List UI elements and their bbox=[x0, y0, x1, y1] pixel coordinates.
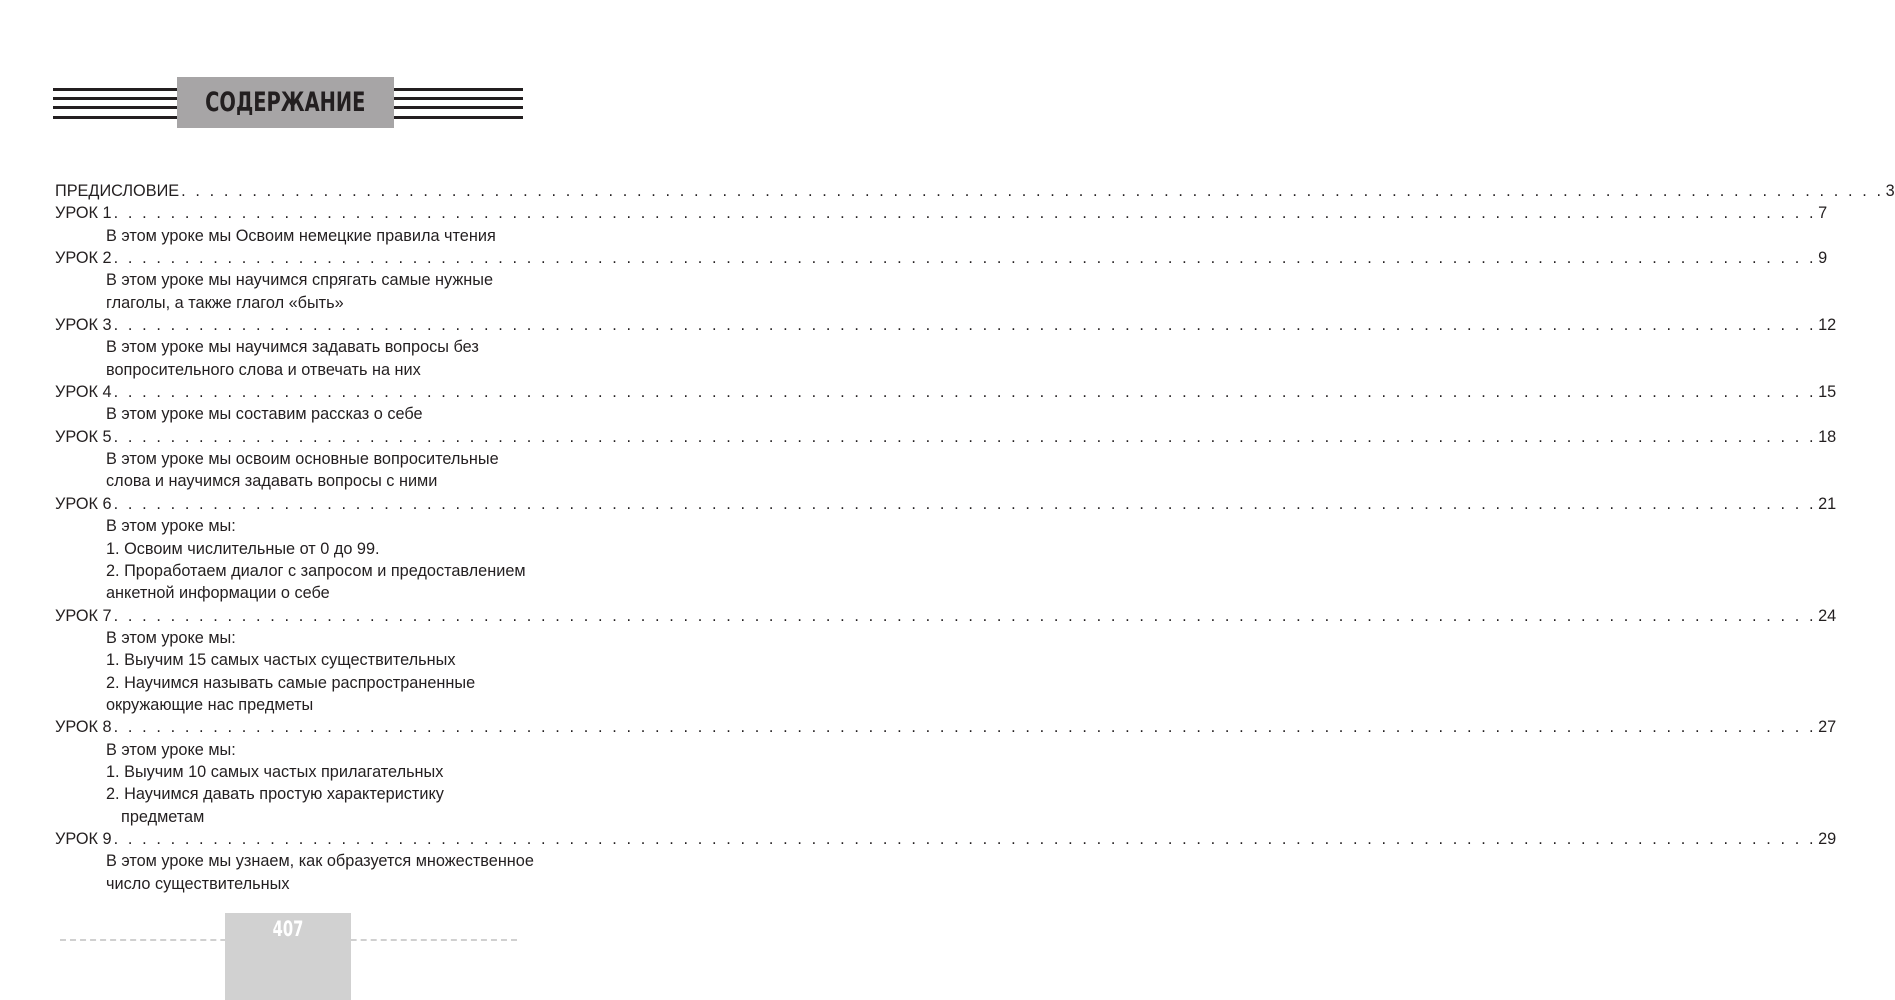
toc-entry-description: В этом уроке мы: bbox=[106, 740, 236, 759]
toc-entry-page: 21 bbox=[1818, 494, 1837, 513]
page-number-box bbox=[225, 913, 351, 1000]
toc-entry-description: вопросительного слова и отвечать на них bbox=[106, 360, 421, 379]
toc-entry-description: 2. Научимся давать простую характеристику bbox=[106, 785, 444, 804]
toc-entry[interactable] bbox=[55, 605, 1837, 627]
toc-entry-title: ПРЕДИСЛОВИЕ bbox=[55, 182, 180, 200]
toc-entry-title: УРОК 7 bbox=[55, 606, 112, 625]
toc-entry-page: 7 bbox=[1818, 204, 1828, 223]
toc-entry-description: В этом уроке мы научимся спрягать самые нужные bbox=[106, 271, 494, 290]
page-title: СОДЕРЖАНИЕ bbox=[205, 87, 366, 118]
toc-entry-title: УРОК 5 bbox=[55, 427, 112, 446]
toc-entry-description: В этом уроке мы узнаем, как образуется множественное bbox=[106, 852, 534, 871]
toc-entry-title: УРОК 3 bbox=[55, 316, 112, 335]
toc-entry-description: окружающие нас предметы bbox=[106, 695, 314, 714]
toc-entry-page: 9 bbox=[1818, 249, 1828, 268]
toc-entry-title: УРОК 2 bbox=[55, 249, 112, 268]
toc-entry[interactable] bbox=[55, 247, 1828, 269]
toc-entry-description: предметам bbox=[121, 807, 205, 826]
toc-entry-page: 27 bbox=[1818, 718, 1837, 737]
dot-leader: . . . . . . . . . . . . . . . . . . . . . . . . . . . . . . . . . . . . . . . . . . . . . . . . . . . . . . . . . . . . . . . . . . . . . . . . . . . . . . . . . . . . . . . . . . . . . . . . . . . . . . . . . . . . . . . . . . . . . . . . bbox=[113, 494, 1817, 513]
page-number: 407 bbox=[272, 917, 304, 941]
toc-entry-description: В этом уроке мы: bbox=[106, 517, 236, 536]
toc-entry-page: 12 bbox=[1818, 316, 1837, 335]
toc-entry-description: число существительных bbox=[106, 874, 290, 893]
toc-entry-page: 29 bbox=[1818, 829, 1837, 848]
dot-leader: . . . . . . . . . . . . . . . . . . . . . . . . . . . . . . . . . . . . . . . . . . . . . . . . . . . . . . . . . . . . . . . . . . . . . . . . . . . . . . . . . . . . . . . . . . . . . . . . . . . . . . . . . . . . . . . . . . . . . . . . bbox=[113, 383, 1817, 402]
toc-entry-title: УРОК 6 bbox=[55, 494, 112, 513]
toc-entry[interactable] bbox=[55, 716, 1837, 738]
toc-entry-description: 1. Выучим 10 самых частых прилагательных bbox=[106, 762, 444, 781]
toc-entry-page: 24 bbox=[1818, 606, 1837, 625]
toc-entry-title: УРОК 4 bbox=[55, 383, 112, 402]
dot-leader: . . . . . . . . . . . . . . . . . . . . . . . . . . . . . . . . . . . . . . . . . . . . . . . . . . . . . . . . . . . . . . . . . . . . . . . . . . . . . . . . . . . . . . . . . . . . . . . . . . . . . . . . . . . . . . . . . . . . . . . . bbox=[113, 606, 1817, 625]
toc-entry-description: В этом уроке мы научимся задавать вопросы без bbox=[106, 338, 479, 357]
dot-leader: . . . . . . . . . . . . . . . . . . . . . . . . . . . . . . . . . . . . . . . . . . . . . . . . . . . . . . . . . . . . . . . . . . . . . . . . . . . . . . . . . . . . . . . . . . . . . . . . . . . . . . . . . . . . . . . . . . . . . . . . bbox=[113, 427, 1817, 446]
toc-entry-page: 3 bbox=[1885, 182, 1895, 200]
header-box bbox=[177, 77, 394, 128]
dot-leader: . . . . . . . . . . . . . . . . . . . . . . . . . . . . . . . . . . . . . . . . . . . . . . . . . . . . . . . . . . . . . . . . . . . . . . . . . . . . . . . . . . . . . . . . . . . . . . . . . . . . . . . . . . . . . . . . . . . . . . . . bbox=[113, 204, 1817, 223]
toc-entry[interactable] bbox=[55, 493, 1837, 515]
toc-entry[interactable] bbox=[55, 828, 1837, 850]
toc-entry-page: 15 bbox=[1818, 383, 1837, 402]
dot-leader: . . . . . . . . . . . . . . . . . . . . . . . . . . . . . . . . . . . . . . . . . . . . . . . . . . . . . . . . . . . . . . . . . . . . . . . . . . . . . . . . . . . . . . . . . . . . . . . . . . . . . . . . . . . . . . . . . . . . . . . . bbox=[113, 718, 1817, 737]
toc-entry-description: глаголы, а также глагол «быть» bbox=[106, 293, 344, 312]
toc-entry-description: В этом уроке мы составим рассказ о себе bbox=[106, 405, 423, 424]
toc-entry[interactable] bbox=[55, 381, 1837, 403]
toc-entry[interactable] bbox=[55, 426, 1837, 448]
dot-leader: . . . . . . . . . . . . . . . . . . . . . . . . . . . . . . . . . . . . . . . . . . . . . . . . . . . . . . . . . . . . . . . . . . . . . . . . . . . . . . . . . . . . . . . . . . . . . . . . . . . . . . . . . . . . . . . . . . . . . . . . bbox=[113, 829, 1817, 848]
dot-leader: . . . . . . . . . . . . . . . . . . . . . . . . . . . . . . . . . . . . . . . . . . . . . . . . . . . . . . . . . . . . . . . . . . . . . . . . . . . . . . . . . . . . . . . . . . . . . . . . . . . . . . . . . . . . . . . . . . . . . . . . bbox=[113, 316, 1817, 335]
dot-leader: . . . . . . . . . . . . . . . . . . . . . . . . . . . . . . . . . . . . . . . . . . . . . . . . . . . . . . . . . . . . . . . . . . . . . . . . . . . . . . . . . . . . . . . . . . . . . . . . . . . . . . . . . . . . . . . . . . . . . . . . bbox=[181, 182, 1884, 200]
toc-entry-description: 1. Выучим 15 самых частых существительных bbox=[106, 651, 456, 670]
toc-entry-description: В этом уроке мы: bbox=[106, 628, 236, 647]
toc-entry-description: В этом уроке мы освоим основные вопросительные bbox=[106, 450, 499, 469]
toc-entry-description: слова и научимся задавать вопросы с ними bbox=[106, 472, 438, 491]
toc-entry[interactable] bbox=[55, 202, 1828, 224]
toc-entry-description: В этом уроке мы Освоим немецкие правила чтения bbox=[106, 226, 496, 245]
toc-entry[interactable] bbox=[55, 180, 1895, 202]
toc-entry[interactable] bbox=[55, 314, 1837, 336]
toc-entry-description: 2. Проработаем диалог с запросом и предоставлением bbox=[106, 561, 526, 580]
dot-leader: . . . . . . . . . . . . . . . . . . . . . . . . . . . . . . . . . . . . . . . . . . . . . . . . . . . . . . . . . . . . . . . . . . . . . . . . . . . . . . . . . . . . . . . . . . . . . . . . . . . . . . . . . . . . . . . . . . . . . . . . bbox=[113, 249, 1817, 268]
toc-entry-title: УРОК 8 bbox=[55, 718, 112, 737]
toc-entry-description: 1. Освоим числительные от 0 до 99. bbox=[106, 539, 380, 558]
table-of-contents bbox=[55, 180, 1895, 895]
toc-entry-description: 2. Научимся называть самые распространенные bbox=[106, 673, 476, 692]
toc-entry-title: УРОК 1 bbox=[55, 204, 112, 223]
toc-entry-description: анкетной информации о себе bbox=[106, 584, 330, 603]
toc-entry-title: УРОК 9 bbox=[55, 829, 112, 848]
toc-entry-page: 18 bbox=[1818, 427, 1837, 446]
